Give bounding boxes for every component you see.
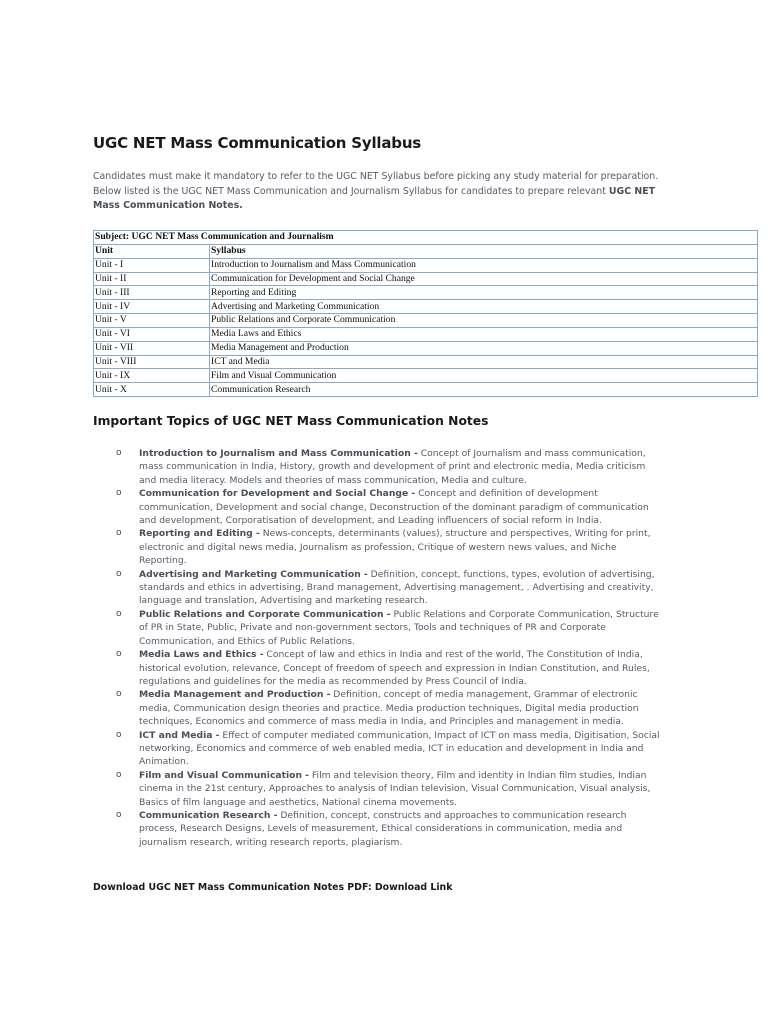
syllabus-cell: Communication for Development and Social Change: [210, 272, 758, 286]
topic-description: Film and television theory, Film and identity in Indian film studies, Indian cinema in the 21st century, Approaches to analysis of Indian television, Visual Communication, Visual analysis, Basics of film language and aesthetics, National cinema movements.: [139, 769, 651, 808]
syllabus-cell: Introduction to Journalism and Mass Communication: [210, 258, 758, 272]
topic-description: Concept of Journalism and mass communication, mass communication in India, History, growth and development of print and electronic media, Media criticism and media literacy. Models and theories of mass communication, Media and culture.: [139, 448, 646, 486]
topic-name: Media Management and Production -: [139, 689, 331, 701]
topic-description: News-concepts, determinants (values), structure and perspectives, Writing for print, electronic and digital news media, Journalism as profession, Critique of western news values, and Niche Reporting.: [139, 528, 651, 567]
table-row: [94, 258, 758, 272]
unit-cell: Unit - VI: [94, 327, 210, 341]
topic-name: Reporting and Editing -: [139, 528, 260, 540]
syllabus-cell: Reporting and Editing: [210, 286, 758, 300]
unit-cell: Unit - II: [94, 272, 210, 286]
table-row: [94, 314, 758, 328]
hollow-bullet-icon: o: [116, 729, 122, 740]
list-item: [93, 769, 665, 809]
intro-text: Candidates must make it mandatory to refer to the UGC NET Syllabus before picking any study material for preparation. Below listed is the UGC NET Mass Communication and Journalism Syllabus for candidates to prepare relevant: [93, 171, 659, 197]
table-row: [94, 369, 758, 383]
topic-description: Effect of computer mediated communication, Impact of ICT on mass media, Digitisation, Social networking, Economics and commerce of web enabled media, ICT in education and development in India and Animation.: [139, 729, 660, 768]
syllabus-cell: Public Relations and Corporate Communication: [210, 314, 758, 328]
hollow-bullet-icon: o: [116, 649, 122, 660]
column-header-syllabus: Syllabus: [210, 244, 758, 258]
syllabus-cell: Advertising and Marketing Communication: [210, 300, 758, 314]
table-row: [94, 327, 758, 341]
list-item: [93, 568, 665, 608]
hollow-bullet-icon: o: [116, 448, 122, 458]
list-item: [93, 487, 665, 527]
topic-description: Public Relations and Corporate Communication, Structure of PR in State, Public, Private and non-government sectors, Tools and techniques of PR and Corporate Communication, and Ethics of Public Relations.: [139, 608, 659, 647]
unit-cell: Unit - VIII: [94, 355, 210, 369]
hollow-bullet-icon: o: [116, 488, 122, 499]
hollow-bullet-icon: o: [116, 689, 122, 700]
table-row: [94, 300, 758, 314]
syllabus-cell: Media Management and Production: [210, 341, 758, 355]
column-header-unit: Unit: [94, 244, 210, 258]
syllabus-table-body: [94, 231, 758, 397]
topic-name: Film and Visual Communication -: [139, 769, 309, 781]
list-item: [93, 608, 665, 648]
topic-name: Communication for Development and Social Change -: [139, 488, 416, 500]
syllabus-cell: Film and Visual Communication: [210, 369, 758, 383]
list-item: [93, 527, 665, 567]
topic-name: Advertising and Marketing Communication -: [139, 568, 368, 580]
topics-list: [93, 447, 665, 849]
table-header-row: [94, 244, 758, 258]
topic-name: Communication Research -: [139, 809, 278, 821]
topic-description: Concept of law and ethics in India and rest of the world, The Constitution of India, historical evolution, relevance, Concept of freedom of speech and expression in Indian Constitution, and Rules, regulations and guidelines for the media as recommended by Press Council of India.: [139, 649, 650, 687]
table-subject-cell: Subject: UGC NET Mass Communication and Journalism: [94, 231, 758, 245]
syllabus-cell: ICT and Media: [210, 355, 758, 369]
topic-name: Introduction to Journalism and Mass Communication -: [139, 448, 418, 459]
page-title: UGC NET Mass Communication Syllabus: [93, 134, 422, 152]
topic-description: Definition, concept of media management, Grammar of electronic media, Communication design theories and practice. Media production techniques, Digital media production techniques, Economics and commerce of mass media in India, and Principles and management in media.: [139, 689, 639, 728]
table-row: [94, 383, 758, 397]
list-item: [93, 729, 665, 769]
table-row: [94, 272, 758, 286]
syllabus-cell: Media Laws and Ethics: [210, 327, 758, 341]
intro-paragraph: [93, 170, 673, 214]
topic-description: Definition, concept, functions, types, evolution of advertising, standards and ethics in advertising, Brand management, Advertising management, . Advertising and creativity, language and translation, Advertising and marketing research.: [139, 568, 655, 607]
download-link-text: Download UGC NET Mass Communication Notes PDF: Download Link: [93, 882, 453, 893]
hollow-bullet-icon: o: [116, 769, 122, 780]
unit-cell: Unit - X: [94, 383, 210, 397]
syllabus-table: [93, 230, 758, 397]
topic-description: Concept and definition of development communication, Development and social change, Deconstruction of the dominant paradigm of communication and development, Corporatisation of development, and Leading influencers of social reform in India.: [139, 488, 649, 527]
hollow-bullet-icon: o: [116, 568, 122, 579]
unit-cell: Unit - IX: [94, 369, 210, 383]
table-row: [94, 355, 758, 369]
unit-cell: Unit - VII: [94, 341, 210, 355]
table-subject-row: [94, 231, 758, 245]
unit-cell: Unit - V: [94, 314, 210, 328]
topic-description: Definition, concept, constructs and approaches to communication research process, Research Designs, Levels of measurement, Ethical considerations in communication, media and journalism research, writing research reports, plagiarism.: [139, 809, 627, 848]
table-row: [94, 286, 758, 300]
topic-name: ICT and Media -: [139, 729, 220, 741]
list-item: [93, 688, 665, 728]
table-row: [94, 341, 758, 355]
topic-name: Media Laws and Ethics -: [139, 649, 264, 661]
topics-heading: Important Topics of UGC NET Mass Communication Notes: [93, 414, 489, 428]
unit-cell: Unit - III: [94, 286, 210, 300]
unit-cell: Unit - IV: [94, 300, 210, 314]
hollow-bullet-icon: o: [116, 528, 122, 539]
list-item: [93, 648, 665, 688]
intro-bold-text: UGC NET Mass Communication Notes.: [93, 185, 656, 211]
hollow-bullet-icon: o: [116, 809, 122, 820]
syllabus-cell: Communication Research: [210, 383, 758, 397]
hollow-bullet-icon: o: [116, 608, 122, 619]
list-item: [93, 809, 665, 849]
unit-cell: Unit - I: [94, 258, 210, 272]
topic-name: Public Relations and Corporate Communication -: [139, 608, 391, 620]
list-item: [93, 447, 665, 487]
